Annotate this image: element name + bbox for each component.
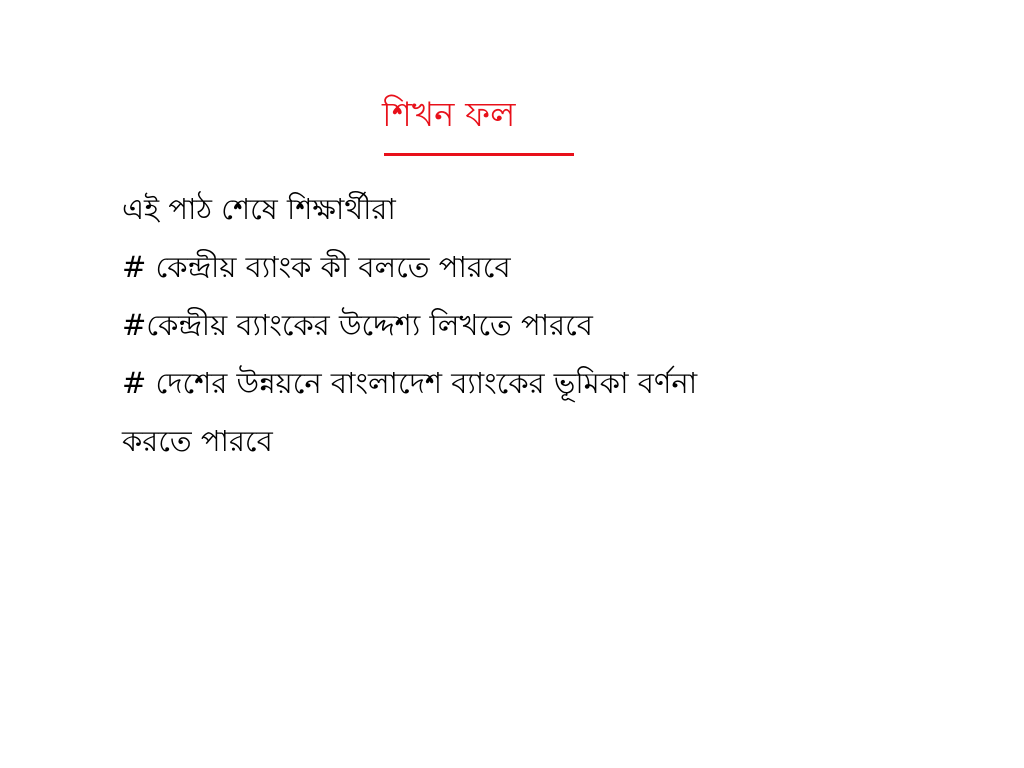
outcome-line-1: # কেন্দ্রীয় ব্যাংক কী বলতে পারবে (122, 250, 511, 284)
outcome-line-2: #কেন্দ্রীয় ব্যাংকের উদ্দেশ্য লিখতে পারবে (122, 308, 593, 342)
outcome-line-3-continued: করতে পারবে (122, 424, 273, 458)
outcome-line-3: # দেশের উন্নয়নে বাংলাদেশ ব্যাংকের ভূমিকা বর্ণনা (122, 366, 698, 400)
learning-outcomes-list (122, 180, 922, 470)
intro-line: এই পাঠ শেষে শিক্ষার্থীরা (122, 192, 396, 226)
slide-title: শিখন ফল (382, 95, 516, 135)
title-underline (384, 153, 574, 156)
